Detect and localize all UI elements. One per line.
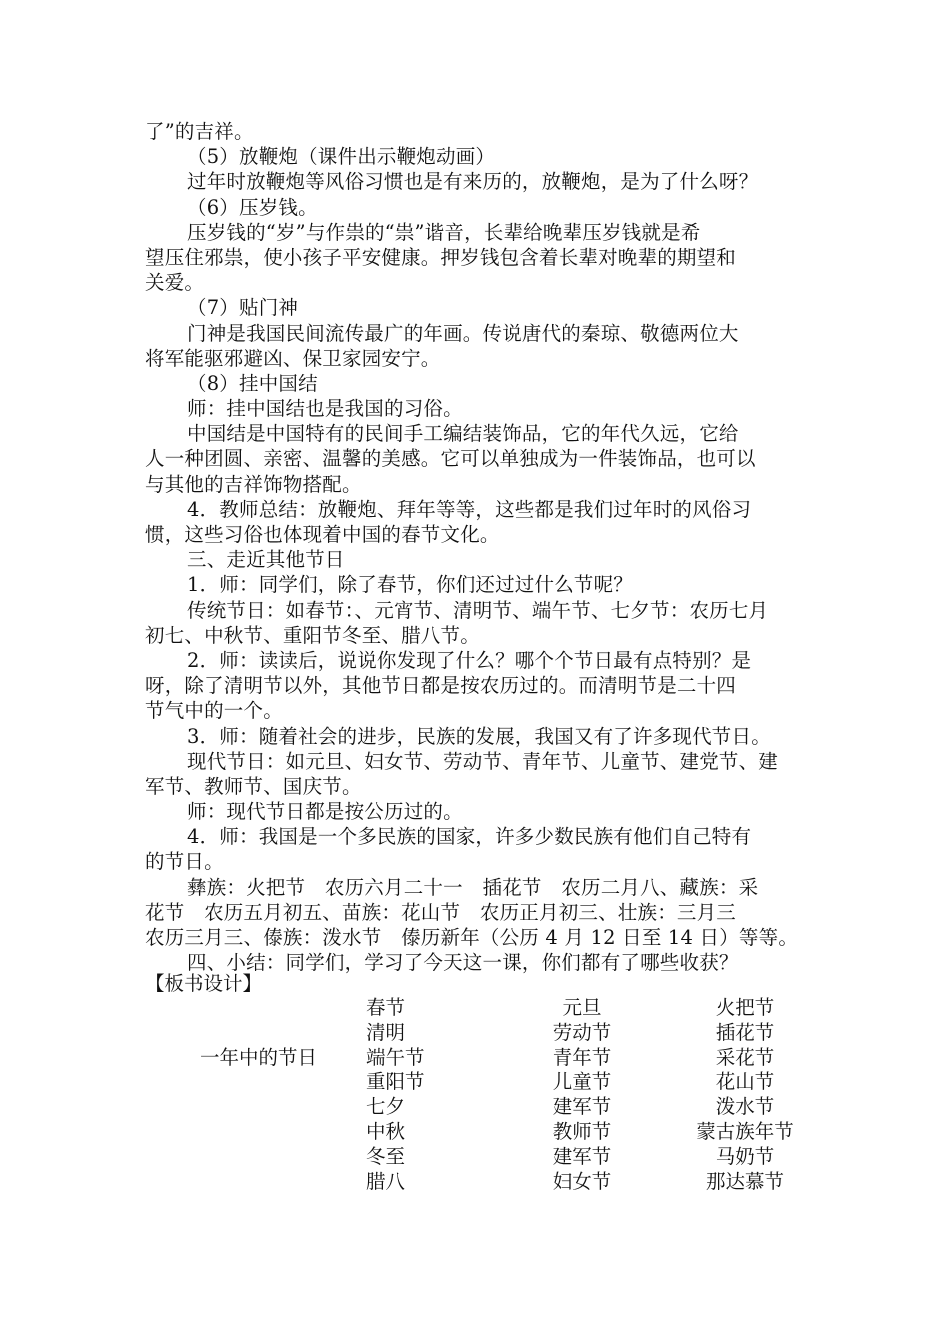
- paragraph-line: 与其他的吉祥饰物搭配。: [145, 472, 362, 496]
- lesson-text: [145, 119, 820, 975]
- paragraph-line: 的节日。: [145, 850, 224, 874]
- paragraph-line: 农历三月三、傣族：泼水节 傣历新年（公历 4 月 12 日至 14 日）等等。: [145, 926, 799, 949]
- board-festival-item: 重阳节: [366, 1070, 425, 1094]
- board-festival-item: 清明: [366, 1020, 406, 1044]
- paragraph-line: 三、走近其他节日: [187, 548, 345, 572]
- board-festival-item: 春节: [366, 996, 406, 1019]
- paragraph-line: 现代节日：如元旦、妇女节、劳动节、青年节、儿童节、建党节、建: [187, 749, 779, 773]
- board-festival-item: 教师节: [552, 1119, 612, 1143]
- paragraph-line: 呀，除了清明节以外，其他节日都是按农历过的。而清明节是二十四: [145, 674, 737, 698]
- board-festival-item: 青年节: [552, 1045, 612, 1069]
- paragraph-line: （7）贴门神: [187, 296, 299, 320]
- paragraph-line: 将军能驱邪避凶、保卫家园安宁。: [145, 346, 441, 370]
- paragraph-line: 1．师：同学们，除了春节，你们还过过什么节呢？: [187, 573, 634, 597]
- board-festival-item: 儿童节: [552, 1070, 612, 1094]
- board-festival-item: 中秋: [366, 1119, 406, 1143]
- board-festival-item: 劳动节: [552, 1020, 612, 1044]
- paragraph-line: 花节 农历五月初五、苗族：花山节 农历正月初三、壮族：三月三: [145, 900, 737, 924]
- board-column-traditional: [366, 996, 466, 1194]
- paragraph-line: 4．教师总结：放鞭炮、拜年等等，这些都是我们过年时的风俗习: [187, 497, 752, 521]
- paragraph-line: （6）压岁钱。: [187, 195, 318, 219]
- paragraph-line: 师：挂中国结也是我国的习俗。: [187, 397, 463, 421]
- board-festival-item: 建军节: [552, 1095, 612, 1119]
- paragraph-line: 四、小结：同学们，学习了今天这一课，你们都有了哪些收获？: [187, 951, 739, 975]
- paragraph-line: 关爱。: [145, 271, 205, 295]
- board-festival-item: 建军节: [552, 1144, 612, 1168]
- paragraph-line: 过年时放鞭炮等风俗习惯也是有来历的，放鞭炮，是为了什么呀？: [187, 170, 759, 194]
- paragraph-line: 军节、教师节、国庆节。: [145, 774, 362, 798]
- paragraph-line: 传统节日：如春节：、元宵节、清明节、端午节、七夕节：农历七月: [187, 598, 769, 622]
- paragraph-line: 节气中的一个。: [145, 699, 283, 723]
- board-festival-item: 采花节: [715, 1045, 775, 1069]
- board-festival-item: 插花节: [715, 1020, 775, 1044]
- board-column-ethnic: [680, 996, 810, 1194]
- paragraph-line: 3．师：随着社会的进步，民族的发展，我国又有了许多现代节日。: [187, 724, 771, 748]
- paragraph-line: 彝族：火把节 农历六月二十一 插花节 农历二月八、藏族：采: [187, 875, 759, 899]
- board-design-label: 一年中的节日: [200, 1046, 318, 1069]
- paragraph-line: （5）放鞭炮（课件出示鞭炮动画）: [187, 145, 496, 169]
- paragraph-line: 4．师：我国是一个多民族的国家，许多少数民族有他们自己特有: [187, 825, 752, 849]
- board-festival-item: 泼水节: [715, 1095, 775, 1119]
- board-design-heading: 【板书设计】: [145, 972, 263, 995]
- board-column-modern: [532, 996, 632, 1194]
- board-festival-item: 马奶节: [715, 1144, 775, 1168]
- paragraph-line: 压岁钱的“岁”与作祟的“祟”谐音，长辈给晚辈压岁钱就是希: [187, 220, 701, 244]
- paragraph-line: 门神是我国民间流传最广的年画。传说唐代的秦琼、敬德两位大: [187, 321, 739, 345]
- board-festival-item: 火把节: [715, 996, 775, 1019]
- board-festival-item: 花山节: [715, 1070, 775, 1094]
- paragraph-line: （8）挂中国结: [187, 371, 318, 395]
- board-festival-item: 冬至: [366, 1144, 406, 1168]
- paragraph-line: 了”的吉祥。: [145, 120, 254, 143]
- board-festival-item: 那达慕节: [705, 1169, 784, 1193]
- paragraph-line: 惯，这些习俗也体现着中国的春节文化。: [145, 523, 500, 546]
- paragraph-line: 初七、中秋节、重阳节冬至、腊八节。: [145, 623, 480, 647]
- paragraph-line: 望压住邪祟，使小孩子平安健康。押岁钱包含着长辈对晚辈的期望和: [145, 245, 737, 269]
- board-festival-item: 元旦: [562, 996, 602, 1019]
- board-festival-item: 七夕: [366, 1095, 406, 1119]
- paragraph-line: 师：现代节日都是按公历过的。: [187, 800, 463, 824]
- board-festival-item: 妇女节: [552, 1169, 612, 1193]
- board-festival-item: 端午节: [366, 1045, 425, 1069]
- paragraph-line: 中国结是中国特有的民间手工编结装饰品，它的年代久远，它给: [187, 422, 739, 446]
- paragraph-line: 人一种团圆、亲密、温馨的美感。它可以单独成为一件装饰品，也可以: [145, 447, 756, 471]
- board-festival-item: 蒙古族年节: [696, 1119, 794, 1143]
- board-festival-item: 腊八: [366, 1169, 406, 1193]
- paragraph-line: 2．师：读读后，说说你发现了什么？哪个个节日最有点特别？是: [187, 648, 752, 672]
